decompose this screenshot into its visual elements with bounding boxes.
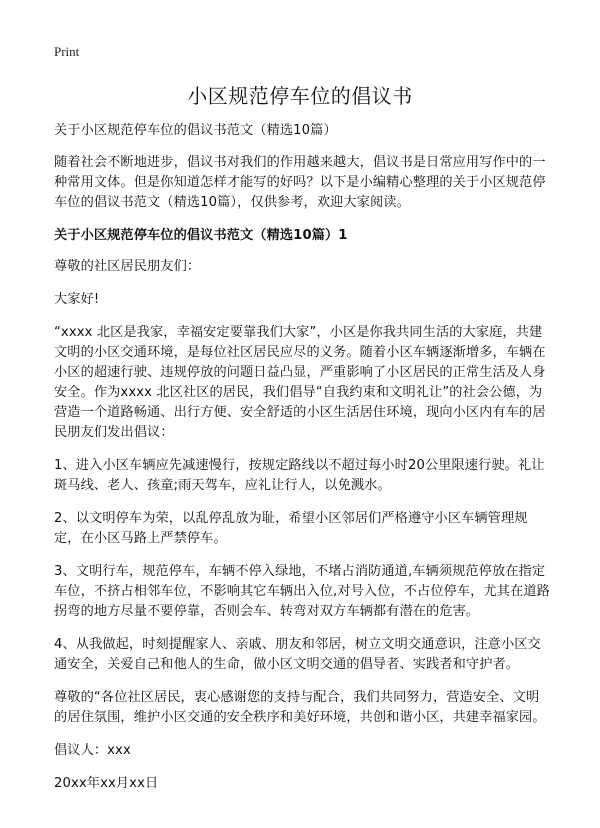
signature: 倡议人：xxx xyxy=(54,743,131,758)
print-link[interactable]: Print xyxy=(54,44,80,59)
closing-paragraph: 尊敬的“各位社区居民，衷心感谢您的支持与配合，我们共同努力，营造安全、文明的居住氛围，维护小区交通的安全秩序和美好环境，共创和谐小区，共建幸福家园。 xyxy=(54,690,546,725)
intro-paragraph: 随着社会不断地进步，倡议书对我们的作用越来越大，倡议书是日常应用写作中的一种常用文体。但是你知道怎样才能写的好吗？以下是小编精心整理的关于小区规范停车位的倡议书范文（精选10篇），仅供参考，欢迎大家阅读。 xyxy=(54,155,546,210)
proposal-item-3: 3、文明行车，规范停车，车辆不停入绿地，不堵占消防通道,车辆须规范停放在指定车位，不挤占相邻车位，不影响其它车辆出入位,对号入位，不占位停车，尤其在道路拐弯的地方尽量不要停靠，否则会车、转弯对双方车辆都有潜在的危害。 xyxy=(54,564,550,619)
document-body xyxy=(54,121,550,807)
date: 20xx年xx月xx日 xyxy=(54,776,159,791)
proposal-item-1: 1、进入小区车辆应先减速慢行，按规定路线以不超过每小时20公里限速行驶。礼让斑马线、老人、孩童;雨天驾车，应礼让行人，以免溅水。 xyxy=(54,458,545,493)
proposal-item-2: 2、以文明停车为荣，以乱停乱放为耻，希望小区邻居们严格遵守小区车辆管理规定，在小区马路上严禁停车。 xyxy=(54,511,528,546)
greeting: 大家好! xyxy=(54,292,100,307)
page-title: 小区规范停车位的倡议书 xyxy=(187,84,413,108)
document-subtitle: 关于小区规范停车位的倡议书范文（精选10篇） xyxy=(54,123,337,138)
salutation: 尊敬的社区居民朋友们： xyxy=(54,259,201,274)
proposal-item-4: 4、从我做起，时刻提醒家人、亲戚、朋友和邻居，树立文明交通意识，注意小区交通安全，关爱自己和他人的生命，做小区文明交通的倡导者、实践者和守护者。 xyxy=(54,637,541,672)
section-heading: 关于小区规范停车位的倡议书范文（精选10篇）1 xyxy=(54,228,348,243)
main-paragraph: “xxxx 北区是我家，幸福安定要靠我们大家”，小区是你我共同生活的大家庭，共建文明的小区交通环境，是每位社区居民应尽的义务。随着小区车辆逐渐增多，车辆在小区的超速行驶、违规停放的问题日益凸显，严重影响了小区居民的正常生活及人身安全。作为xxxx 北区社区的居民，我们倡导“自我约束和文明礼让”的社会公德，为营造一个道路畅通、出行方便、安全舒适的小区生活居住环境，现向小区内有车的居民朋友们发出倡议： xyxy=(54,325,546,440)
